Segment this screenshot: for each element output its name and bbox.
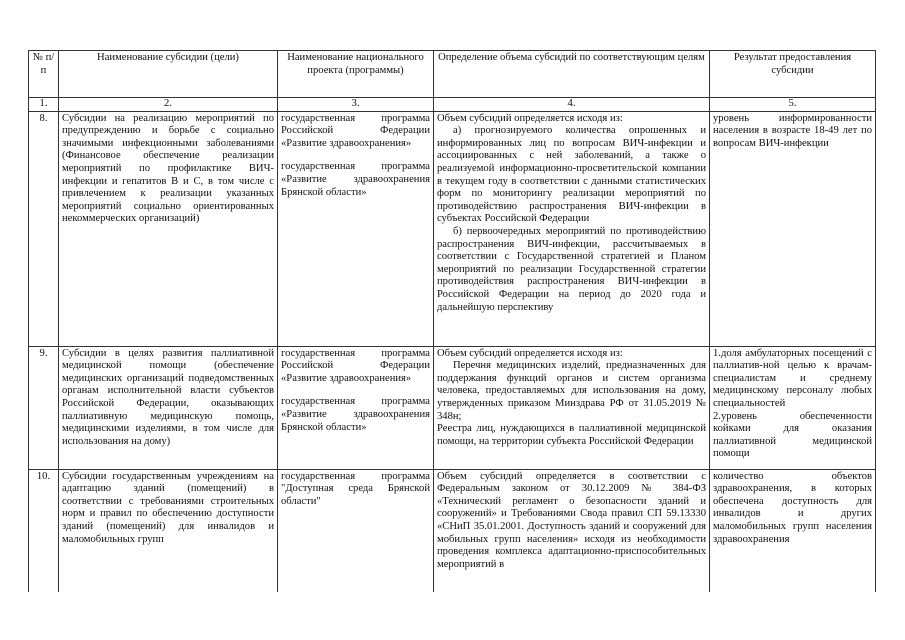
table-row (29, 469, 876, 592)
project-name (278, 111, 434, 346)
subsidy-definition (434, 111, 710, 346)
subsidy-result: уровень информированности населения в возрасте 18-49 лет по вопросам ВИЧ-инфекции (710, 111, 876, 346)
result-line: 2.уровень обеспеченности койками для оказания паллиативной медицинской помощи (713, 410, 872, 460)
project-name (278, 346, 434, 469)
subsidy-result: количество объектов здравоохранения, в которых обеспечена доступность для инвалидов и других маломобильных групп населения здравоохранения (710, 469, 876, 592)
column-number: 3. (278, 98, 434, 112)
header-num: № п/п (29, 51, 59, 98)
subsidy-name: Субсидии на реализацию мероприятий по предупреждению и борьбе с социально значимыми инфекционными заболеваниями (Финансовое обеспечение реализации мероприятий по профилактике ВИЧ-инфекции и гепатитов В и С, в том числе с привлечением к реализации указанных мероприятий социально ориентированных некоммерческих организаций) (59, 111, 278, 346)
result-line: 1.доля амбулаторных посещений с паллиатив-ной целью к врачам-специалистам и среднему медицинскому персоналу любых специальностей (713, 347, 872, 409)
definition-line: Объем субсидий определяется исходя из: (437, 347, 623, 359)
definition-line: б) первоочередных мероприятий по противодействию распространения ВИЧ-инфекции, рассчитываемых в соответствии с Государственной стратегией и Планом мероприятий по реализации Государственной стратегии противодействия распространения ВИЧ-инфекции в Российской Федерации на период до 2020 года и дальнейшую перспективу (437, 225, 706, 313)
table-row (29, 111, 876, 346)
row-number: 9. (29, 346, 59, 469)
project-line: государственная программа «Развитие здравоохранения Брянской области» (281, 396, 430, 433)
header-definition: Определение объема субсидий по соответствующим целям (434, 51, 710, 98)
header-project: Наименование национального проекта (программы) (278, 51, 434, 98)
column-number: 2. (59, 98, 278, 112)
subsidy-name: Субсидии в целях развития паллиативной медицинской помощи (обеспечение медицинских организаций подведомственных органам исполнительной власти субъектов Российской Федерации, оказывающих паллиативную медицинскую помощь, медицинскими изделиями, в том числе для использования на дому) (59, 346, 278, 469)
row-number: 8. (29, 111, 59, 346)
project-name (278, 469, 434, 592)
project-line: государственная программа Российской Федерации «Развитие здравоохранения» (281, 347, 430, 384)
column-number: 1. (29, 98, 59, 112)
column-number: 4. (434, 98, 710, 112)
subsidy-definition (434, 346, 710, 469)
project-line: государственная программа "Доступная среда Брянской области" (281, 470, 430, 507)
project-line: государственная программа Российской Федерации «Развитие здравоохранения» (281, 112, 430, 149)
subsidy-result (710, 346, 876, 469)
subsidy-table (28, 50, 876, 592)
subsidy-definition: Объем субсидий определяется в соответствии с Федеральным законом от 30.12.2009 № 384-ФЗ «Технический регламент о безопасности зданий и сооружений» и Требованиями Свода правил СП 59.13330 «СНиП 35.01.2001. Доступность зданий и сооружений для мобильных групп населения» исходя из необходимости проведения комплекса адаптационно-приспособительных мероприятий в (434, 469, 710, 592)
column-number: 5. (710, 98, 876, 112)
definition-line: Реестра лиц, нуждающихся в паллиативной медицинской помощи, на территории субъекта Российской Федерации (437, 423, 706, 447)
column-number-row (29, 98, 876, 112)
definition-line: а) прогнозируемого количества опрошенных и информированных лиц по вопросам ВИЧ-инфекции и ассоциированных с ней заболеваний, а также о реализуемой информационно-просветительской компании в текущем году в соответствии с данными статистических форм по мониторингу реализации мероприятий по противодействию распространения ВИЧ-инфекции в субъектах Российской Федерации (437, 125, 706, 225)
table-header-row (29, 51, 876, 98)
header-subsidy: Наименование субсидии (цели) (59, 51, 278, 98)
table-row (29, 346, 876, 469)
definition-line: Объем субсидий определяется исходя из: (437, 112, 623, 124)
subsidy-name: Субсидии государственным учреждениям на адаптацию зданий (помещений) в соответствии с требованиями строительных норм и правил по обеспечению доступности зданий (помещений) для инвалидов и маломобильных групп (59, 469, 278, 592)
project-line: государственная программа «Развитие здравоохранения Брянской области» (281, 161, 430, 198)
header-result: Результат предоставления субсидии (710, 51, 876, 98)
row-number: 10. (29, 469, 59, 592)
definition-line: Перечня медицинских изделий, предназначенных для поддержания функций органов и систем организма человека, предоставляемых для использования на дому, утвержденных приказом Минздрава РФ от 31.05.2019 № 348н; (437, 360, 706, 422)
